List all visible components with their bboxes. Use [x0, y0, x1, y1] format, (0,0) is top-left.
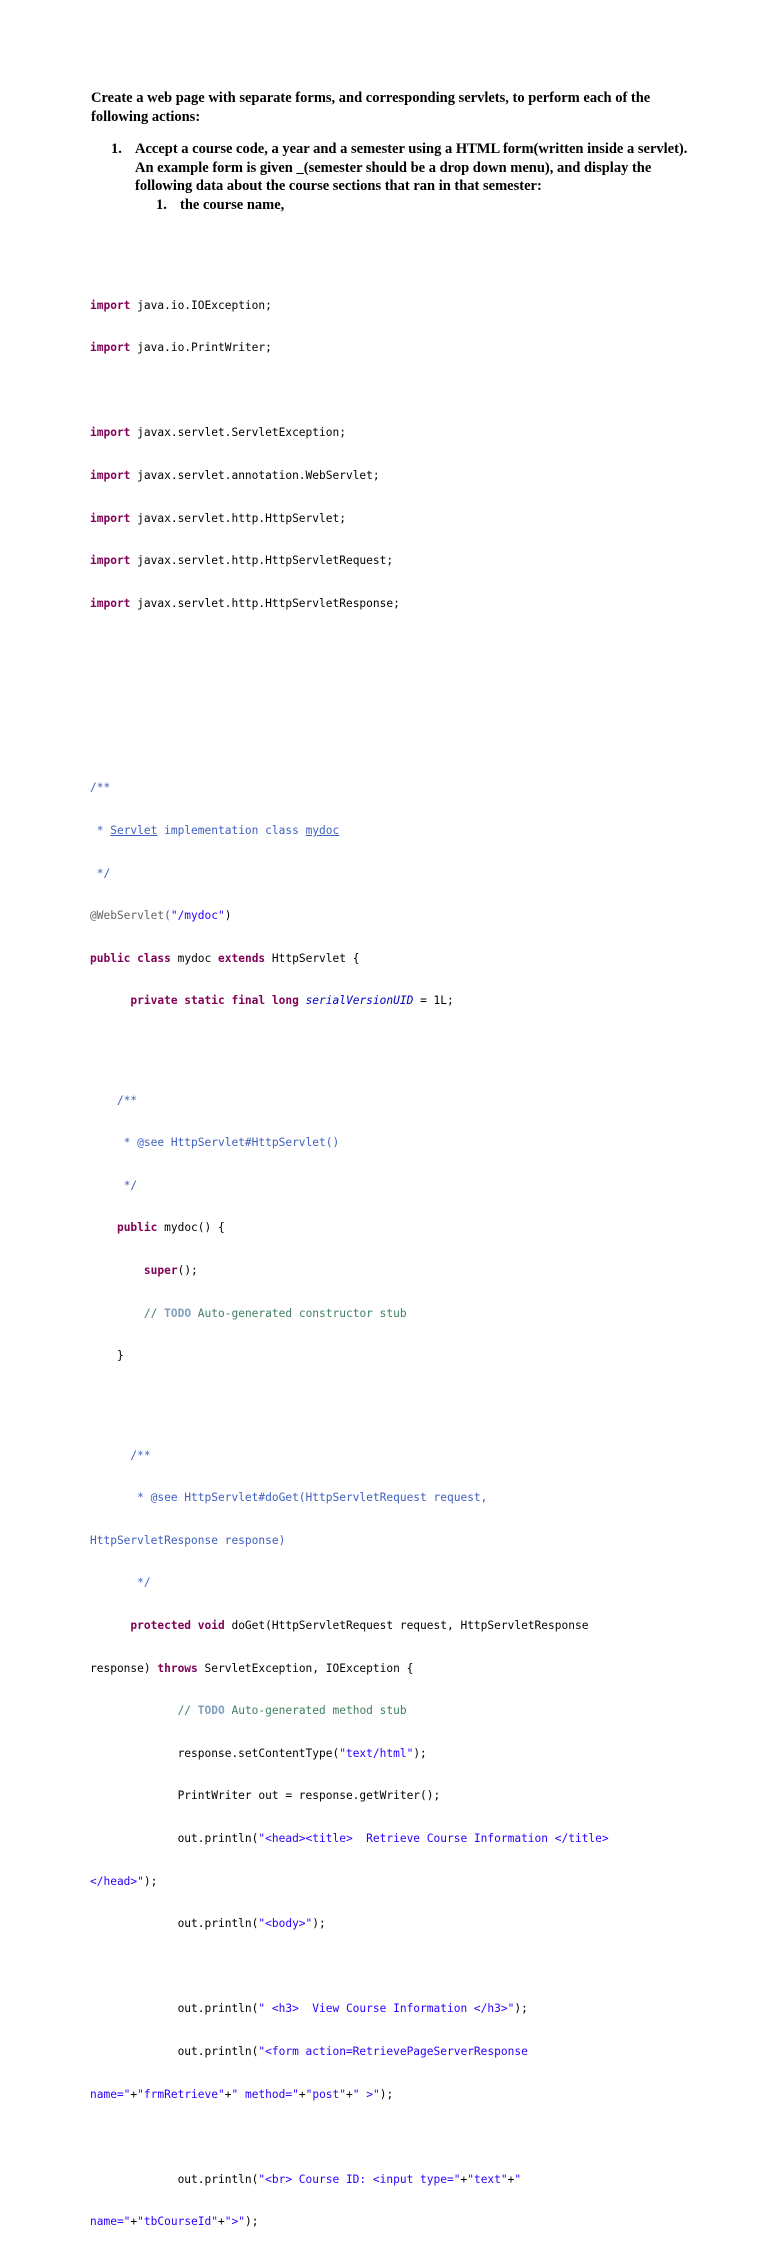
- code-line: [90, 299, 710, 313]
- code-token: );: [413, 1746, 427, 1760]
- code-line: [90, 1576, 710, 1590]
- code-token: "tbCourseId": [137, 2215, 218, 2229]
- code-token: "/mydoc": [170, 909, 225, 923]
- code-token: throws: [157, 1661, 198, 1675]
- code-token: );: [312, 1917, 326, 1931]
- code-token: }: [116, 1349, 124, 1363]
- code-token: out.println(: [177, 2172, 259, 2186]
- code-token: Auto-generated constructor stub: [191, 1306, 407, 1320]
- code-token: ServletException, IOException {: [197, 1661, 414, 1675]
- code-token: super: [143, 1264, 178, 1278]
- code-token: * @see HttpServlet#doGet(HttpServletRequest request,: [137, 1491, 488, 1505]
- code-token: +: [346, 2087, 353, 2101]
- code-token: TODO: [164, 1306, 192, 1320]
- code-token: import: [90, 341, 131, 355]
- code-token: );: [514, 2002, 528, 2016]
- sublist-item-text: the course name,: [180, 196, 285, 213]
- code-token: name=": [90, 2087, 131, 2101]
- code-line: [90, 512, 710, 526]
- code-token: ">": [224, 2215, 245, 2229]
- code-token: "text": [467, 2172, 508, 2186]
- code-token: mydoc() {: [157, 1221, 225, 1235]
- code-token: " <h3> View Course Information </h3>": [258, 2002, 515, 2016]
- code-line: [90, 867, 710, 881]
- sublist-item-1: [91, 196, 691, 215]
- code-line: [90, 994, 710, 1008]
- code-line: [90, 1179, 710, 1193]
- code-token: javax.servlet.annotation.WebServlet;: [130, 468, 380, 482]
- code-token: response.setContentType(: [177, 1746, 340, 1760]
- code-token: "<form action=RetrievePageServerResponse: [258, 2044, 528, 2058]
- code-line: [90, 1704, 710, 1718]
- code-token: */: [137, 1576, 151, 1590]
- code-token: response): [90, 1661, 158, 1675]
- code-token: +: [298, 2087, 306, 2101]
- code-token: @WebServlet(: [90, 909, 171, 923]
- code-token: //: [177, 1704, 198, 1718]
- code-token: ": [514, 2172, 522, 2186]
- code-token: //: [143, 1306, 165, 1320]
- code-line: [90, 554, 710, 568]
- code-line: [90, 2173, 710, 2187]
- code-token: java.io.IOException;: [130, 298, 272, 312]
- code-token: = 1L;: [413, 994, 454, 1008]
- code-token: out.println(: [177, 1832, 259, 1845]
- code-token: doGet(HttpServletRequest request, HttpServletResponse: [224, 1619, 589, 1633]
- code-token: "<br> Course ID: <input type=": [258, 2172, 461, 2186]
- code-token: ();: [177, 1264, 198, 1278]
- code-line: [90, 2002, 710, 2016]
- code-line: [90, 1875, 710, 1889]
- code-token: " method=": [231, 2087, 299, 2101]
- code-token: HttpServlet {: [265, 951, 360, 965]
- code-token: Auto-generated method stub: [224, 1704, 407, 1718]
- code-token: );: [379, 2087, 394, 2101]
- code-token: [90, 2130, 710, 2144]
- intro-paragraph: Create a web page with separate forms, and corresponding servlets, to perform each of the following actions:: [91, 90, 651, 125]
- code-listing: [90, 256, 710, 2258]
- code-token: javax.servlet.http.HttpServletResponse;: [130, 596, 400, 610]
- code-line: [90, 1449, 710, 1463]
- code-line: [90, 781, 710, 795]
- code-token: +: [130, 2087, 138, 2101]
- code-line: [90, 1662, 710, 1676]
- code-token: Servlet: [110, 823, 158, 837]
- sublist-number: 1.: [156, 196, 167, 213]
- code-line: [90, 909, 710, 923]
- code-token: [90, 1037, 710, 1051]
- code-token: public: [90, 951, 131, 965]
- code-token: out.println(: [177, 2044, 259, 2058]
- code-token: [90, 639, 710, 653]
- code-token: [90, 1392, 710, 1406]
- code-token: /**: [130, 1448, 151, 1462]
- code-token: mydoc: [305, 823, 340, 837]
- code-token: /**: [116, 1093, 138, 1107]
- code-token: );: [244, 2215, 259, 2229]
- code-token: );: [143, 1874, 158, 1888]
- code-token: +: [218, 2215, 225, 2229]
- code-line: [90, 469, 710, 483]
- code-token: implementation class: [157, 823, 306, 837]
- code-token: +: [460, 2172, 468, 2186]
- code-token: </head>": [90, 1874, 144, 1888]
- code-token: "frmRetrieve": [137, 2087, 225, 2101]
- code-token: +: [507, 2172, 515, 2186]
- list-item-text: Accept a course code, a year and a semester using a HTML form(written inside a servlet). An example form is given _(semester should be a drop down menu), and display the following data about the course sections that ran in that semester:: [135, 141, 688, 194]
- code-token: "text/html": [339, 1746, 414, 1760]
- code-line: [90, 384, 710, 398]
- code-token: public: [116, 1221, 158, 1235]
- code-token: extends: [218, 951, 266, 965]
- code-line: [90, 1619, 710, 1633]
- code-token: out.println(: [177, 2002, 259, 2016]
- code-token: java.io.PrintWriter;: [130, 341, 272, 355]
- code-line: [90, 341, 710, 355]
- code-token: import: [90, 554, 131, 568]
- code-line: [90, 2088, 710, 2102]
- code-line: [90, 1307, 710, 1321]
- code-token: [90, 682, 710, 696]
- code-token: private static final long: [130, 994, 299, 1008]
- code-line: [90, 1534, 710, 1548]
- code-line: [90, 1789, 710, 1803]
- code-line: [90, 1491, 710, 1505]
- assignment-text: [91, 89, 691, 214]
- code-line: [90, 824, 710, 838]
- code-line: [90, 1349, 710, 1363]
- code-line: [90, 1136, 710, 1150]
- code-token: +: [130, 2215, 138, 2229]
- code-line: [90, 597, 710, 611]
- code-line: [90, 1747, 710, 1761]
- code-line: [90, 426, 710, 440]
- list-item-1: [91, 140, 691, 196]
- code-line: [90, 1832, 710, 1846]
- code-token: *: [90, 823, 111, 837]
- code-token: HttpServletResponse response): [90, 1533, 286, 1547]
- list-number: 1.: [111, 141, 122, 157]
- code-line: [90, 1221, 710, 1235]
- code-line: [90, 1094, 710, 1108]
- code-token: import: [90, 468, 131, 482]
- code-token: " >": [352, 2087, 380, 2101]
- code-token: /**: [90, 781, 111, 795]
- code-token: protected void: [130, 1619, 225, 1633]
- code-token: import: [90, 298, 131, 312]
- code-token: name=": [90, 2215, 131, 2229]
- code-token: [90, 1960, 710, 1974]
- code-token: javax.servlet.http.HttpServletRequest;: [130, 554, 394, 568]
- code-token: out.println(: [177, 1917, 259, 1931]
- code-token: */: [90, 866, 111, 880]
- code-token: import: [90, 511, 131, 525]
- code-token: "post": [305, 2087, 347, 2101]
- code-token: import: [90, 596, 131, 610]
- code-token: */: [123, 1178, 138, 1192]
- code-token: serialVersionUID: [305, 994, 414, 1008]
- code-token: import: [90, 426, 131, 440]
- code-token: +: [224, 2087, 232, 2101]
- code-line: [90, 1917, 710, 1931]
- code-token: javax.servlet.http.HttpServlet;: [130, 511, 346, 525]
- code-token: mydoc: [170, 951, 219, 965]
- code-token: "<body>": [258, 1917, 313, 1931]
- code-line: [90, 1264, 710, 1278]
- code-token: TODO: [197, 1704, 225, 1718]
- code-token: class: [137, 951, 171, 965]
- code-token: "<head><title> Retrieve Course Information </title>: [258, 1832, 609, 1845]
- code-line: [90, 952, 710, 966]
- code-token: * @see HttpServlet#HttpServlet(): [123, 1136, 340, 1150]
- code-token: javax.servlet.ServletException;: [130, 426, 346, 440]
- code-line: [90, 2215, 710, 2229]
- code-line: [90, 2045, 710, 2059]
- code-token: PrintWriter out = response.getWriter();: [177, 1789, 441, 1803]
- code-token: [90, 725, 710, 739]
- code-token: ): [224, 909, 232, 923]
